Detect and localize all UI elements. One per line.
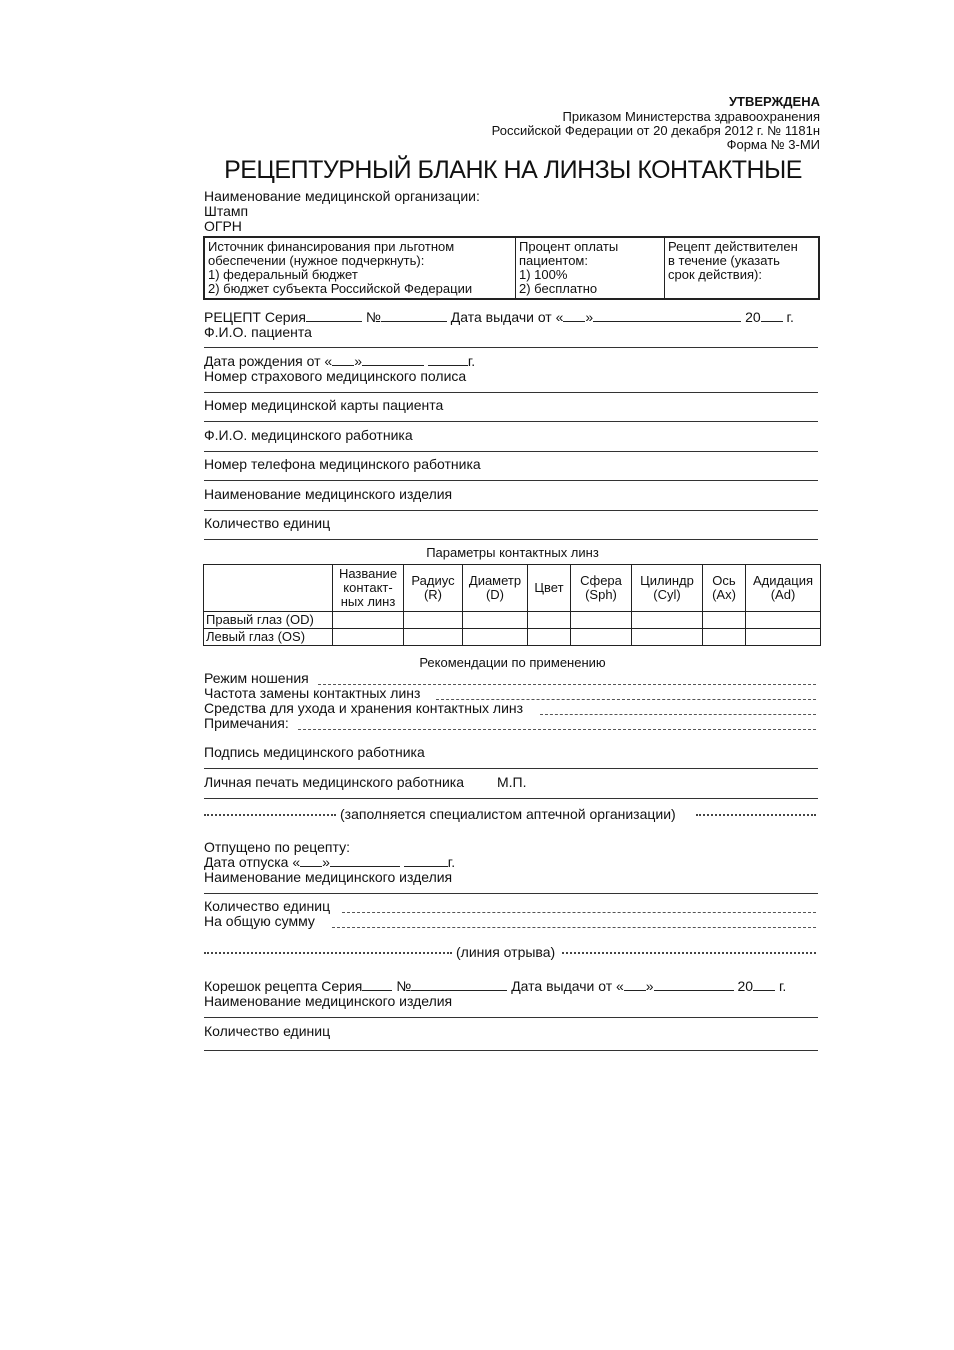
dispensed-units-line[interactable] xyxy=(342,912,816,913)
recommendations-title: Рекомендации по применению xyxy=(419,655,606,670)
personal-seal-label: Личная печать медицинского работника xyxy=(204,774,465,790)
tear-dots-left xyxy=(204,952,452,954)
form-number: Форма № 3-МИ xyxy=(726,137,820,152)
approved-label: УТВЕРЖДЕНА xyxy=(728,94,820,109)
personal-seal-line[interactable] xyxy=(204,798,818,799)
birth-date-line[interactable]: Дата рождения от « » г. xyxy=(204,353,476,369)
col-sphere: Сфера (Sph) xyxy=(571,565,632,612)
dispensed-title: Отпущено по рецепту: xyxy=(204,839,350,855)
financing-source-cell: Источник финансирования при льготном обеспечении (нужное подчеркнуть): 1) федеральный бюджет 2) бюджет субъекта Российской Федерации xyxy=(208,239,473,296)
stamp-label: Штамп xyxy=(204,203,249,219)
mp-label: М.П. xyxy=(497,774,527,790)
col-cylinder: Цилиндр (Cyl) xyxy=(632,565,703,612)
dispensed-device-label: Наименование медицинского изделия xyxy=(204,869,453,885)
col-lens-name: Название контакт- ных линз xyxy=(333,565,404,612)
form-title: РЕЦЕПТУРНЫЙ БЛАНК НА ЛИНЗЫ КОНТАКТНЫЕ xyxy=(224,156,802,184)
total-sum-line[interactable] xyxy=(332,927,816,928)
col-diameter: Диаметр (D) xyxy=(463,565,528,612)
care-products-label: Средства для ухода и хранения контактных линз xyxy=(204,700,524,716)
wear-mode-label: Режим ношения xyxy=(204,670,309,686)
units-count-line[interactable] xyxy=(204,539,818,540)
params-table-title: Параметры контактных линз xyxy=(426,545,599,560)
worker-phone-line[interactable] xyxy=(204,480,818,481)
notes-line[interactable] xyxy=(298,729,816,730)
table-row xyxy=(204,629,821,646)
col-addition: Адидация (Ad) xyxy=(746,565,821,612)
tear-line-label: (линия отрыва) xyxy=(456,944,556,960)
col-radius: Радиус (R) xyxy=(404,565,463,612)
order-line-1: Приказом Министерства здравоохранения xyxy=(562,109,820,124)
device-name-label: Наименование медицинского изделия xyxy=(204,486,453,502)
order-line-2: Российской Федерации от 20 декабря 2012 г. № 1181н xyxy=(491,123,820,138)
col-color: Цвет xyxy=(528,565,571,612)
stub-device-label: Наименование медицинского изделия xyxy=(204,993,453,1009)
worker-name-line[interactable] xyxy=(204,451,818,452)
divider-dots-left xyxy=(204,814,336,816)
divider-dots-right xyxy=(696,814,816,816)
patient-name-line[interactable] xyxy=(204,347,818,348)
signature-label: Подпись медицинского работника xyxy=(204,744,425,760)
units-count-label: Количество единиц xyxy=(204,515,331,531)
insurance-policy-line[interactable] xyxy=(204,392,818,393)
recipe-series-line[interactable]: РЕЦЕПТ Серия № Дата выдачи от « » 20 г. xyxy=(204,309,794,325)
params-corner-cell xyxy=(204,565,333,612)
payment-percent-cell: Процент оплаты пациентом: 1) 100% 2) бесплатно xyxy=(516,237,665,299)
financing-table xyxy=(203,236,820,300)
care-products-line[interactable] xyxy=(540,714,816,715)
insurance-policy-label: Номер страхового медицинского полиса xyxy=(204,368,467,384)
table-row xyxy=(204,612,821,629)
device-name-line[interactable] xyxy=(204,510,818,511)
row-right-eye: Правый глаз (OD) xyxy=(204,612,333,629)
notes-label: Примечания: xyxy=(204,715,289,731)
lens-params-table xyxy=(203,564,821,646)
replacement-freq-label: Частота замены контактных линз xyxy=(204,685,421,701)
signature-line[interactable] xyxy=(204,768,818,769)
stub-series-line[interactable]: Корешок рецепта Серия № Дата выдачи от « » 20 г. xyxy=(204,978,787,994)
stub-units-label: Количество единиц xyxy=(204,1023,331,1039)
stub-units-line[interactable] xyxy=(204,1050,818,1051)
total-sum-label: На общую сумму xyxy=(204,913,315,929)
medical-card-line[interactable] xyxy=(204,421,818,422)
dispensed-units-label: Количество единиц xyxy=(204,898,331,914)
validity-cell: Рецепт действителен в течение (указать срок действия): xyxy=(665,237,820,299)
col-axis: Ось (Ax) xyxy=(703,565,746,612)
worker-name-label: Ф.И.О. медицинского работника xyxy=(204,427,413,443)
tear-dots-right xyxy=(562,952,816,954)
dispense-date-line[interactable]: Дата отпуска « » г. xyxy=(204,854,456,870)
pharmacy-divider-label: (заполняется специалистом аптечной организации) xyxy=(340,806,676,822)
ogrn-label: ОГРН xyxy=(204,218,242,234)
stub-device-line[interactable] xyxy=(204,1017,818,1018)
org-name-label: Наименование медицинской организации: xyxy=(204,188,480,204)
patient-name-label: Ф.И.О. пациента xyxy=(204,324,312,340)
worker-phone-label: Номер телефона медицинского работника xyxy=(204,456,481,472)
row-left-eye: Левый глаз (OS) xyxy=(204,629,333,646)
medical-card-label: Номер медицинской карты пациента xyxy=(204,397,444,413)
dispensed-device-line[interactable] xyxy=(204,893,818,894)
